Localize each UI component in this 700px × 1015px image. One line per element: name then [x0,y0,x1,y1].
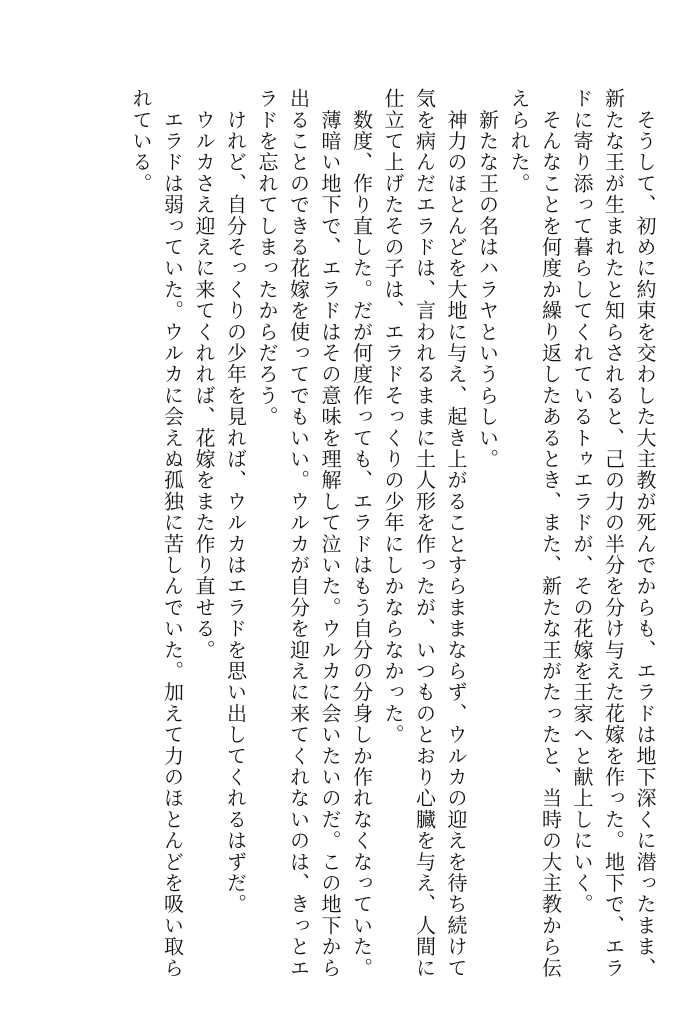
text-line: ウルカさえ迎えに来てくれれば、花嫁をまた作り直せる。 [192,88,216,661]
text-line: ドに寄り添って暮らしてくれているトゥエラドが、その花嫁を王家へと献上しにいく。 [570,88,594,915]
text-line: 数度、作り直した。だが何度作っても、エラドはもう自分の分身しか作れなくなっていた。 [349,88,374,979]
text-line: えられた。 [507,88,531,194]
text-line: 新たな王が生まれたと知らされると、己の力の半分を分け与えた花嫁を作った。地下で、エラ [601,88,626,979]
text-line: エラドは弱っていた。ウルカに会えぬ孤独に苦しんでいた。加えて力のほとんどを吸い取ら [160,88,185,979]
text-line: 気を病んだエラドは、言われるままに土人形を作ったが、いつものとおり心臓を与え、人間に [412,88,437,979]
text-line: 仕立て上げたその子は、エラドそっくりの少年にしかならなかった。 [381,88,405,746]
text-line: そんなことを何度か繰り返したあるとき、また、新たな王がたったと、当時の大主教から伝 [538,88,563,979]
text-line: 新たな王の名はハラヤというらしい。 [475,88,500,470]
text-line: 出ることのできる花嫁を使ってでもいい。ウルカが自分を迎えに来てくれないのは、きっとエ [286,88,311,979]
text-line: 薄暗い地下で、エラドはその意味を理解して泣いた。ウルカに会いたいのだ。この地下から [318,88,342,979]
text-line: けれど、自分そっくりの少年を見れば、ウルカはエラドを思い出してくれるはずだ。 [223,88,248,915]
text-line: 神力のほとんどを大地に与え、起き上がることすらままならず、ウルカの迎えを待ち続けて [444,88,468,979]
text-line: そうして、初めに約束を交わした大主教が死んでからも、エラドは地下深くに潜ったまま、 [633,88,657,979]
vertical-text-body [125,88,661,979]
text-line: ラドを忘れてしまったからだろう。 [255,88,279,428]
text-line: れている。 [129,88,153,194]
